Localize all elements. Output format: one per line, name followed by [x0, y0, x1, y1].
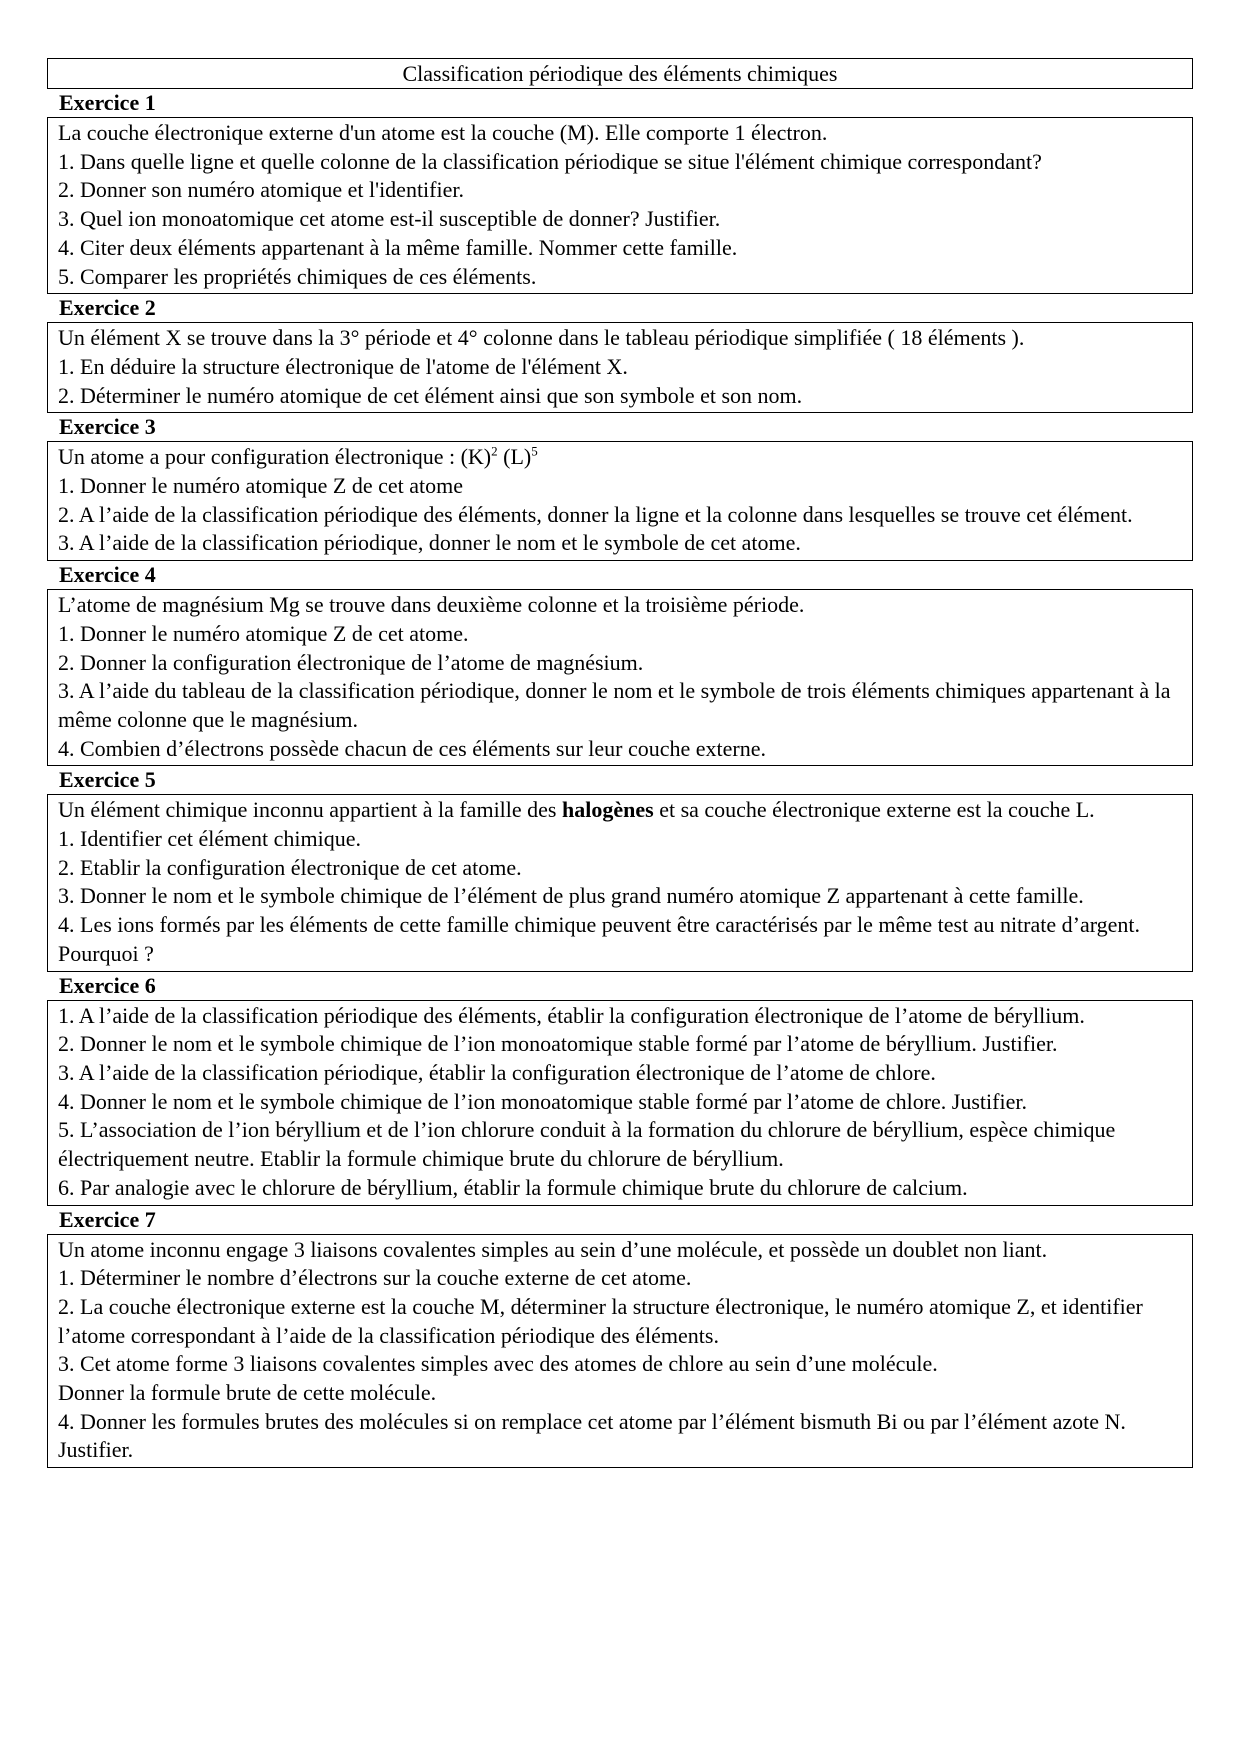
exercise-line: 5. L’association de l’ion béryllium et de l’ion chlorure conduit à la formation du chlorure de béryllium, espèce chimique: [58, 1117, 1116, 1143]
exercise-line: Donner la formule brute de cette molécule.: [58, 1380, 437, 1406]
exercise-line: 2. Etablir la configuration électronique de cet atome.: [58, 854, 522, 880]
exercise-line: 4. Combien d’électrons possède chacun de ces éléments sur leur couche externe.: [58, 735, 767, 761]
exercise-7-box: [47, 1234, 1193, 1469]
exercise-line: 1. En déduire la structure électronique de l'atome de l'élément X.: [58, 353, 628, 379]
exercise-line: 2. Donner le nom et le symbole chimique de l’ion monoatomique stable formé par l’atome de béryllium. Justifier.: [58, 1031, 1058, 1057]
exercise-line: 1. Donner le numéro atomique Z de cet atome.: [58, 620, 469, 646]
exercise-line: 2. Donner son numéro atomique et l'identifier.: [58, 177, 464, 203]
exercise-1-heading: Exercice 1: [59, 90, 156, 115]
config-exponent-l: 5: [531, 444, 538, 459]
exercise-line: 2. Déterminer le numéro atomique de cet élément ainsi que son symbole et son nom.: [58, 382, 803, 408]
exercise-line: 1. A l’aide de la classification périodique des éléments, établir la configuration électronique de l’atome de béryllium.: [58, 1002, 1085, 1028]
exercise-line: 1. Dans quelle ligne et quelle colonne de la classification périodique se situe l'élément chimique correspondant?: [58, 148, 1042, 174]
exercise-line: 5. Comparer les propriétés chimiques de ces éléments.: [58, 263, 537, 289]
config-mid: (L): [497, 444, 532, 470]
exercise-line: 4. Donner les formules brutes des molécules si on remplace cet atome par l’élément bismuth Bi ou par l’élément azote N. Justifier.: [58, 1408, 1126, 1463]
exercise-1-box: [47, 117, 1193, 294]
exercise-line: 3. Donner le nom et le symbole chimique de l’élément de plus grand numéro atomique Z appartenant à cette famille.: [58, 883, 1084, 909]
intro-text: Un élément chimique inconnu appartient à la famille des: [58, 797, 562, 823]
exercise-2-box: [47, 322, 1193, 413]
exercise-line: 2. A l’aide de la classification périodique des éléments, donner la ligne et la colonne dans lesquelles se trouve cet élément.: [58, 501, 1133, 527]
exercise-line: 1. Identifier cet élément chimique.: [58, 826, 361, 852]
exercise-line: 2. La couche électronique externe est la couche M, déterminer la structure électronique, le numéro atomique Z, et identifier l’atome correspondant à l’aide de la classification périodique des éléments.: [58, 1293, 1143, 1348]
exercise-intro: [58, 796, 1182, 825]
exercise-line: 3. A l’aide de la classification périodique, donner le nom et le symbole de cet atome.: [58, 530, 801, 556]
exercise-line: 4. Les ions formés par les éléments de cette famille chimique peuvent être caractérisés par le même test au nitrate d’argent. Pourquoi ?: [58, 912, 1141, 966]
exercise-4-box: [47, 589, 1193, 766]
config-prefix: Un atome a pour configuration électronique : (K): [58, 444, 492, 470]
exercise-line: L’atome de magnésium Mg se trouve dans deuxième colonne et la troisième période.: [58, 592, 805, 618]
electron-configuration-line: [58, 443, 1182, 472]
exercise-3-box: [47, 441, 1193, 561]
exercise-line: 3. Quel ion monoatomique cet atome est-il susceptible de donner? Justifier.: [58, 206, 721, 232]
exercise-line: 3. Cet atome forme 3 liaisons covalentes simples avec des atomes de chlore au sein d’une molécule.: [58, 1351, 938, 1377]
halogenes-bold: halogènes: [562, 797, 654, 823]
exercise-line: 1. Déterminer le nombre d’électrons sur la couche externe de cet atome.: [58, 1265, 692, 1291]
exercise-line: 1. Donner le numéro atomique Z de cet atome: [58, 473, 464, 499]
exercise-line: 3. A l’aide de la classification périodique, établir la configuration électronique de l’atome de chlore.: [58, 1059, 936, 1085]
exercise-line: La couche électronique externe d'un atome est la couche (M). Elle comporte 1 électron.: [58, 120, 828, 145]
exercise-5-heading: Exercice 5: [59, 767, 156, 793]
exercise-6-heading: Exercice 6: [59, 972, 156, 998]
exercise-3-heading: Exercice 3: [59, 414, 156, 440]
exercise-4-heading: Exercice 4: [59, 562, 156, 588]
exercise-line: électriquement neutre. Etablir la formule chimique brute du chlorure de béryllium.: [58, 1146, 784, 1172]
exercise-5-box: [47, 794, 1193, 971]
exercise-line: Un élément X se trouve dans la 3° période et 4° colonne dans le tableau périodique simplifiée ( 18 éléments ).: [58, 325, 1025, 351]
exercise-2-heading: Exercice 2: [59, 295, 156, 321]
exercise-line: 2. Donner la configuration électronique de l’atome de magnésium.: [58, 649, 644, 675]
exercise-line: Un atome inconnu engage 3 liaisons covalentes simples au sein d’une molécule, et possède un doublet non liant.: [58, 1236, 1048, 1262]
config-exponent-k: 2: [491, 444, 498, 459]
exercise-line: 6. Par analogie avec le chlorure de béryllium, établir la formule chimique brute du chlorure de calcium.: [58, 1174, 968, 1200]
intro-text: et sa couche électronique externe est la couche L.: [653, 797, 1095, 823]
exercise-line: 4. Donner le nom et le symbole chimique de l’ion monoatomique stable formé par l’atome de chlore. Justifier.: [58, 1088, 1027, 1114]
worksheet: [47, 58, 1193, 1468]
exercise-line: 3. A l’aide du tableau de la classification périodique, donner le nom et le symbole de trois éléments chimiques appartenant à la même colonne que le magnésium.: [58, 678, 1171, 732]
exercise-6-box: [47, 1000, 1193, 1206]
exercise-line: 4. Citer deux éléments appartenant à la même famille. Nommer cette famille.: [58, 234, 738, 260]
page-title: Classification périodique des éléments chimiques: [47, 58, 1193, 89]
exercise-7-heading: Exercice 7: [59, 1206, 156, 1232]
